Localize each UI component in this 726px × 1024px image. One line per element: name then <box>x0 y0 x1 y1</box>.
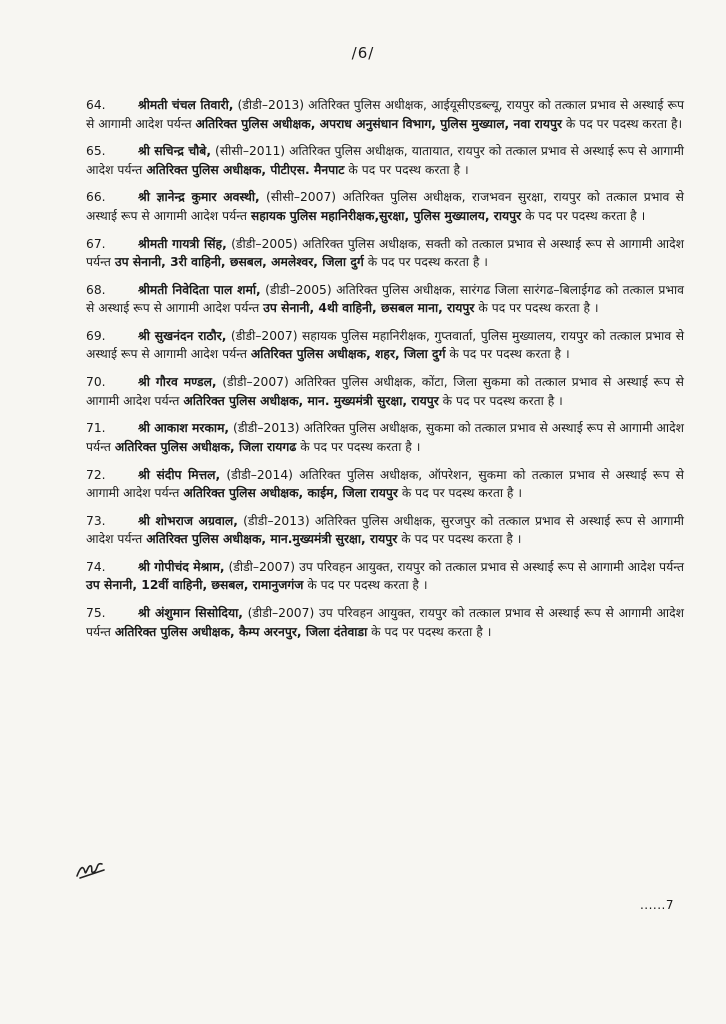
entry-number: 67. <box>86 236 106 251</box>
entry-number: 70. <box>86 375 106 390</box>
entry-tail: के पद पर पदस्थ करता है। <box>561 116 683 131</box>
next-page-indicator: ......7 <box>639 898 674 912</box>
officer-name: श्रीमती निवेदिता पाल शर्मा, <box>138 282 261 297</box>
current-posting: (सीसी–2007) अतिरिक्त पुलिस अधीक्षक, राजभवन सुरक्षा, रायपुर को तत्काल प्रभाव से अस्थाई रूप से आगामी आदेश पर्यन्त <box>86 190 684 223</box>
new-posting: अतिरिक्त पुलिस अधीक्षक, जिला रायगढ <box>114 439 297 454</box>
entry-tail: के पद पर पदस्थ करता है । <box>344 162 469 177</box>
list-item <box>86 466 684 503</box>
new-posting: अतिरिक्त पुलिस अधीक्षक, काईम, जिला रायपुर <box>183 486 398 500</box>
current-posting: (डीडी–2007) सहायक पुलिस महानिरीक्षक, गुप्तवार्ता, पुलिस मुख्यालय, रायपुर को तत्काल प्रभाव से अस्थाई रूप से आगामी आदेश पर्यन्त <box>86 328 685 362</box>
entry-number: 69. <box>86 328 106 343</box>
entry-number: 75. <box>86 606 106 621</box>
current-posting: (डीडी–2007) अतिरिक्त पुलिस अधीक्षक, कोंटा, जिला सुकमा को तत्काल प्रभाव से अस्थाई रूप से आगामी आदेश पर्यन्त <box>86 375 684 408</box>
officer-name: श्री गोपीचंद मेश्राम, <box>138 559 225 574</box>
new-posting: अतिरिक्त पुलिस अधीक्षक, कैम्प अरनपुर, जिला दंतेवाडा <box>114 624 368 639</box>
entry-tail: के पद पर पदस्थ करता है । <box>296 439 421 454</box>
list-item <box>86 281 684 318</box>
entry-tail: के पद पर पदस्थ करता है । <box>397 532 522 547</box>
posting-order-list <box>86 96 684 650</box>
entry-number: 66. <box>86 190 106 205</box>
entry-number: 64. <box>86 98 106 112</box>
list-item <box>86 558 684 595</box>
entry-number: 68. <box>86 282 106 297</box>
entry-number: 65. <box>86 144 106 159</box>
entry-number: 72. <box>86 467 106 482</box>
current-posting: (डीडी–2013) अतिरिक्त पुलिस अधीक्षक, सुरजपुर को तत्काल प्रभाव से अस्थाई रूप से आगामी आदेश पर्यन्त <box>86 513 684 547</box>
officer-name: श्रीमती चंचल तिवारी, <box>138 98 234 112</box>
current-posting: (डीडी–2007) उप परिवहन आयुक्त, रायपुर को तत्काल प्रभाव से अस्थाई रूप से आगामी आदेश पर्यन्त <box>86 606 684 639</box>
entry-number: 74. <box>86 559 106 574</box>
officer-name: श्री आकाश मरकाम, <box>138 421 230 436</box>
new-posting: अतिरिक्त पुलिस अधीक्षक, अपराध अनुसंधान विभाग, पुलिस मुख्याल, नवा रायपुर <box>195 116 562 131</box>
entry-tail: के पद पर पदस्थ करता है । <box>438 393 563 408</box>
list-item <box>86 235 684 272</box>
list-item <box>86 373 684 410</box>
current-posting: (डीडी–2005) अतिरिक्त पुलिस अधीक्षक, सक्ती को तत्काल प्रभाव से अस्थाई रूप से आगामी आदेश पर्यन्त <box>86 236 684 270</box>
new-posting: अतिरिक्त पुलिस अधीक्षक, शहर, जिला दुर्ग <box>250 347 446 362</box>
officer-name: श्री शोभराज अग्रवाल, <box>138 513 238 528</box>
officer-name: श्री सचिन्द्र चौबे, <box>138 144 212 159</box>
list-item <box>86 419 684 456</box>
list-item <box>86 188 684 225</box>
list-item <box>86 512 684 549</box>
new-posting: उप सेनानी, 3री वाहिनी, छसबल, अमलेश्वर, जिला दुर्ग <box>114 255 364 270</box>
entry-tail: के पद पर पदस्थ करता है । <box>363 255 488 270</box>
list-item <box>86 142 684 179</box>
current-posting: (डीडी–2013) अतिरिक्त पुलिस अधीक्षक, सुकमा को तत्काल प्रभाव से अस्थाई रूप से आगामी आदेश पर्यन्त <box>86 421 684 454</box>
new-posting: अतिरिक्त पुलिस अधीक्षक, मान.मुख्यमंत्री सुरक्षा, रायपुर <box>146 532 398 547</box>
current-posting: (सीसी–2011) अतिरिक्त पुलिस अधीक्षक, यातायात, रायपुर को तत्काल प्रभाव से अस्थाई रूप से आगामी आदेश पर्यन्त <box>86 144 684 177</box>
entry-tail: के पद पर पदस्थ करता है । <box>367 624 492 639</box>
current-posting: (डीडी–2007) उप परिवहन आयुक्त, रायपुर को तत्काल प्रभाव से अस्थाई रूप से आगामी आदेश पर्यन्त <box>224 559 685 574</box>
officer-name: श्री गौरव मण्डल, <box>138 375 217 390</box>
page-number: /6/ <box>351 44 375 62</box>
current-posting: (डीडी–2013) अतिरिक्त पुलिस अधीक्षक, आईयूसीएडब्ल्यू, रायपुर को तत्काल प्रभाव से अस्थाई रूप से आगामी आदेश पर्यन्त <box>86 98 684 131</box>
new-posting: सहायक पुलिस महानिरीक्षक,सुरक्षा, पुलिस मुख्यालय, रायपुर <box>250 208 522 223</box>
entry-tail: के पद पर पदस्थ करता है । <box>521 208 646 223</box>
new-posting: उप सेनानी, 4थी वाहिनी, छसबल माना, रायपुर <box>263 301 475 316</box>
new-posting: अतिरिक्त पुलिस अधीक्षक, पीटीएस. मैनपाट <box>146 162 345 177</box>
entry-number: 73. <box>86 513 106 528</box>
entry-tail: के पद पर पदस्थ करता है । <box>474 301 599 316</box>
entry-tail: के पद पर पदस्थ करता है । <box>303 578 428 593</box>
current-posting: (डीडी–2005) अतिरिक्त पुलिस अधीक्षक, सारंगढ जिला सारंगढ–बिलाईगढ को तत्काल प्रभाव से अस्थाई रूप से आगामी आदेश पर्यन्त <box>86 282 684 316</box>
current-posting: (डीडी–2014) अतिरिक्त पुलिस अधीक्षक, ऑपरेशन, सुकमा को तत्काल प्रभाव से अस्थाई रूप से आगामी आदेश पर्यन्त <box>86 467 684 500</box>
entry-tail: के पद पर पदस्थ करता है । <box>445 347 570 362</box>
officer-name: श्री ज्ञानेन्द्र कुमार अवस्थी, <box>138 190 260 205</box>
new-posting: अतिरिक्त पुलिस अधीक्षक, मान. मुख्यमंत्री सुरक्षा, रायपुर <box>183 393 439 408</box>
officer-name: श्रीमती गायत्री सिंह, <box>138 236 227 251</box>
list-item <box>86 96 684 133</box>
list-item <box>86 327 684 364</box>
officer-name: श्री संदीप मित्तल, <box>138 467 221 482</box>
officer-name: श्री सुखनंदन राठौर, <box>138 328 227 343</box>
handwritten-initials-mark <box>74 856 110 882</box>
entry-number: 71. <box>86 421 106 436</box>
list-item <box>86 604 684 641</box>
officer-name: श्री अंशुमान सिसोदिया, <box>138 606 243 621</box>
new-posting: उप सेनानी, 12वीं वाहिनी, छसबल, रामानुजगंज <box>86 578 304 593</box>
entry-tail: के पद पर पदस्थ करता है । <box>397 486 523 500</box>
